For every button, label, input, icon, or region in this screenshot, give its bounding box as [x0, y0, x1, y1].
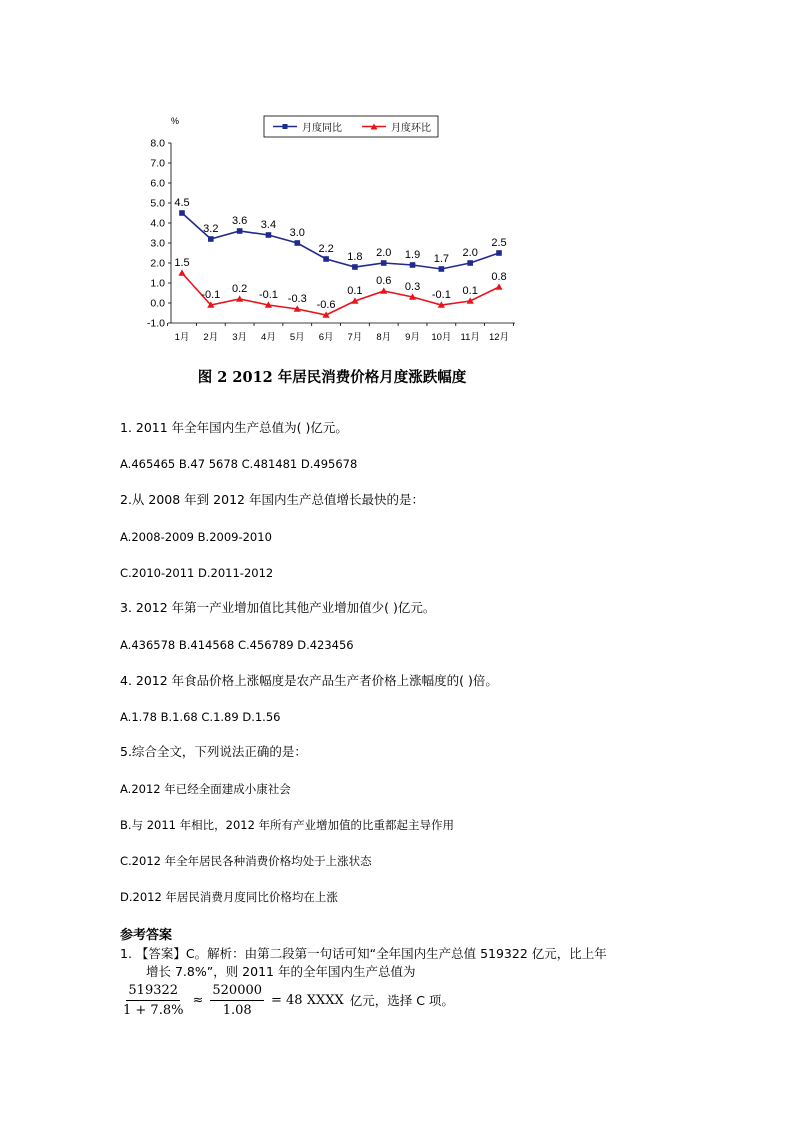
- data-point-series-2: [495, 283, 502, 289]
- y-tick-label: -1.0: [146, 317, 165, 330]
- legend-label-series-2: 月度环比: [391, 123, 431, 134]
- y-tick-label: 8.0: [150, 137, 165, 150]
- data-label-series-1: 1.7: [433, 253, 450, 265]
- data-label-series-2: -0.1: [431, 289, 451, 301]
- data-point-series-2: [236, 295, 243, 301]
- data-point-series-1: [381, 260, 387, 266]
- data-point-series-2: [380, 287, 387, 293]
- y-tick-label: 0.0: [150, 297, 165, 310]
- question-5: 5.综合全文，下列说法正确的是：: [120, 744, 307, 759]
- question-4: 4. 2012 年食品价格上涨幅度是农产品生产者价格上涨幅度的( )倍。: [120, 673, 498, 688]
- answer-1-line-1: 1. 【答案】C。解析：由第二段第一句话可知“全年国内生产总值 519322 亿元，比上年: [120, 946, 607, 961]
- legend-marker-series-1: [283, 124, 288, 129]
- data-label-series-2: 0.6: [376, 275, 392, 287]
- series-line-2: [182, 273, 499, 315]
- x-tick-label: 12月: [488, 332, 510, 343]
- y-tick-label: 1.0: [150, 277, 165, 290]
- data-point-series-1: [352, 264, 358, 270]
- x-tick-label: 4月: [261, 332, 276, 343]
- question-1: 1. 2011 年全年国内生产总值为( )亿元。: [120, 420, 348, 435]
- data-point-series-2: [178, 269, 185, 275]
- chart-svg: [130, 110, 525, 360]
- question-5-option-c: C.2012 年全年居民各种消费价格均处于上涨状态: [120, 854, 372, 868]
- data-label-series-1: 1.8: [347, 251, 363, 263]
- x-tick-label: 10月: [431, 332, 452, 343]
- question-5-option-d: D.2012 年居民消费月度同比价格均在上涨: [120, 890, 338, 904]
- y-tick-label: 5.0: [150, 197, 165, 210]
- fraction-2-numerator: 520000: [210, 983, 264, 1001]
- data-label-series-1: 3.0: [289, 227, 305, 239]
- data-label-series-2: -0.1: [201, 289, 221, 301]
- approx-sign: ≈: [192, 992, 204, 1008]
- question-2-options-b: C.2010-2011 D.2011-2012: [120, 566, 274, 580]
- data-label-series-2: 0.1: [462, 285, 478, 297]
- fraction-1-numerator: 519322: [126, 983, 180, 1001]
- x-tick-label: 3月: [232, 332, 248, 343]
- data-label-series-2: -0.1: [258, 289, 278, 301]
- data-label-series-2: -0.3: [287, 293, 307, 305]
- data-label-series-2: 0.3: [404, 281, 421, 293]
- question-2-options-a: A.2008-2009 B.2009-2010: [120, 530, 272, 544]
- y-tick-label: 7.0: [150, 157, 165, 170]
- y-tick-label: 3.0: [150, 237, 165, 250]
- data-point-series-1: [496, 250, 502, 256]
- question-2: 2.从 2008 年到 2012 年国内生产总值增长最快的是：: [120, 492, 424, 507]
- chart-caption: 图 2 2012 年居民消费价格月度涨跌幅度: [197, 369, 467, 386]
- fraction-1: [121, 983, 185, 1018]
- fraction-2: [210, 983, 264, 1018]
- fraction-2-denominator: 1.08: [222, 1002, 252, 1018]
- legend-label-series-1: 月度同比: [302, 123, 342, 134]
- question-3: 3. 2012 年第一产业增加值比其他产业增加值少( )亿元。: [120, 600, 436, 615]
- x-tick-label: 9月: [405, 332, 420, 343]
- formula-tail: 亿元，选择 C 项。: [349, 993, 454, 1008]
- answer-1-line-2: 增长 7.8%”，则 2011 年的全年国内生产总值为: [146, 964, 416, 979]
- data-label-series-2: 0.1: [347, 285, 363, 297]
- data-label-series-1: 3.4: [260, 219, 277, 231]
- data-label-series-2: 1.5: [174, 257, 190, 269]
- x-tick-label: 7月: [347, 332, 363, 343]
- data-point-series-1: [294, 240, 300, 246]
- x-tick-label: 5月: [289, 332, 305, 343]
- data-label-series-1: 2.0: [376, 247, 392, 259]
- data-point-series-1: [179, 210, 185, 216]
- data-label-series-2: 0.8: [491, 271, 507, 283]
- y-tick-label: 2.0: [150, 257, 165, 270]
- question-3-options: A.436578 B.414568 C.456789 D.423456: [120, 638, 354, 652]
- data-label-series-1: 4.5: [174, 197, 190, 209]
- y-axis-unit: %: [171, 116, 180, 126]
- data-label-series-1: 2.5: [491, 237, 507, 249]
- answers-heading: 参考答案: [120, 928, 173, 943]
- x-tick-label: 8月: [376, 332, 392, 343]
- y-tick-label: 4.0: [150, 217, 165, 230]
- data-point-series-1: [237, 228, 243, 234]
- data-point-series-1: [467, 260, 473, 266]
- series-line-1: [182, 213, 499, 269]
- data-point-series-1: [410, 262, 416, 268]
- y-tick-label: 6.0: [150, 177, 165, 190]
- data-point-series-1: [208, 236, 214, 242]
- data-label-series-2: 0.2: [231, 283, 248, 295]
- data-label-series-1: 1.9: [404, 249, 421, 261]
- data-label-series-1: 2.2: [318, 243, 334, 255]
- question-4-options: A.1.78 B.1.68 C.1.89 D.1.56: [120, 710, 281, 724]
- x-tick-label: 1月: [174, 332, 190, 343]
- x-tick-label: 2月: [203, 332, 219, 343]
- data-point-series-1: [439, 266, 445, 272]
- data-label-series-1: 3.2: [203, 223, 219, 235]
- formula-result: = 48 XXXX: [271, 992, 344, 1008]
- data-point-series-1: [266, 232, 272, 238]
- question-5-option-a: A.2012 年已经全面建成小康社会: [120, 782, 291, 796]
- cpi-monthly-chart: [130, 110, 525, 360]
- data-point-series-1: [323, 256, 329, 262]
- x-tick-label: 11月: [460, 332, 480, 343]
- fraction-1-denominator: 1 + 7.8%: [123, 1002, 184, 1018]
- data-label-series-2: -0.6: [316, 299, 336, 311]
- question-5-option-b: B.与 2011 年相比，2012 年所有产业增加值的比重都起主导作用: [120, 818, 455, 832]
- x-tick-label: 6月: [318, 332, 334, 343]
- question-1-options: A.465465 B.47 5678 C.481481 D.495678: [120, 457, 358, 471]
- data-label-series-1: 2.0: [462, 247, 478, 259]
- answer-formula: [118, 978, 454, 1022]
- data-label-series-1: 3.6: [231, 215, 248, 227]
